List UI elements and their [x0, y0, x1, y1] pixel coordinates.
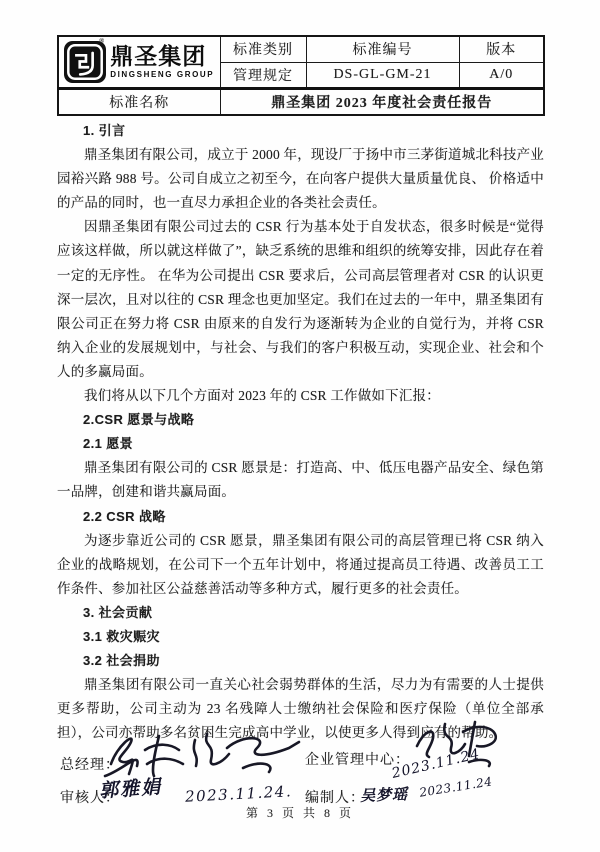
compiler-sign-date: 2023.11.24 — [418, 774, 494, 800]
company-logo — [58, 36, 220, 88]
paragraph-vision: 鼎圣集团有限公司的 CSR 愿景是：打造高、中、低压电器产品安全、绿色第一品牌，创建和谐共赢局面。 — [57, 460, 544, 500]
compiler-signature-name: 吴梦瑶 — [359, 785, 409, 805]
reviewer-label: 审核人： — [60, 791, 120, 806]
registered-trademark-symbol: ® — [99, 36, 106, 45]
standard-name-value: 鼎圣集团 2023 年度社会责任报告 — [220, 88, 544, 115]
management-center-label: 企业管理中心： — [305, 753, 410, 768]
header-table — [57, 35, 545, 116]
company-name-en: DINGSHENG GROUP — [110, 69, 215, 79]
section-heading-vision: 2.1 愿景 — [83, 436, 134, 452]
general-manager-label: 总经理： — [60, 758, 120, 773]
standard-name-label: 标准名称 — [58, 88, 220, 115]
version-label: 版本 — [459, 36, 544, 62]
version-value: A/0 — [459, 62, 544, 88]
document-body — [57, 119, 544, 745]
section-heading-csr-strategy: 2.2 CSR 战略 — [83, 508, 166, 524]
paragraph-company-intro: 鼎圣集团有限公司，成立于 2000 年，现设厂于扬中市三茅街道城北科技产业园裕兴路 988 号。公司自成立之初至今，在向客户提供大量质量优良、 价格适中的产品的同时，也一直尽力承担企业的各类社会责任。 — [57, 147, 544, 211]
dingsheng-logo-icon — [64, 41, 106, 83]
standard-category-value: 管理规定 — [220, 62, 306, 88]
paragraph-strategy: 为逐步靠近公司的 CSR 愿景，鼎圣集团有限公司的高层管理已将 CSR 纳入企业的战略规划，在公司下一个五年计划中，将通过提高员工待遇、改善员工工作条件、参加社区公益慈善活动等多种方式，履行更多的社会责任。 — [57, 532, 544, 596]
signature-block — [57, 712, 544, 807]
management-center-sign-date: 2023.11.24 — [390, 746, 482, 782]
section-heading-social-contribution: 3. 社会贡献 — [83, 604, 153, 620]
compiler-label: 编制人： — [305, 791, 365, 806]
paragraph-report-scope: 我们将从以下几个方面对 2023 年的 CSR 工作做如下汇报： — [84, 388, 440, 404]
section-heading-social-donation: 3.2 社会捐助 — [83, 653, 160, 669]
section-heading-disaster-relief: 3.1 救灾赈灾 — [83, 628, 160, 644]
company-name-cn: 鼎圣集团 — [110, 42, 207, 69]
standard-number-label: 标准编号 — [306, 36, 459, 62]
reviewer-signature-name: 郭雅娟 — [98, 775, 163, 803]
section-heading-introduction: 1. 引言 — [83, 123, 126, 138]
page-number-indicator: 第 3 页 共 8 页 — [245, 806, 354, 820]
standard-category-label: 标准类别 — [220, 36, 306, 62]
paragraph-csr-background: 因鼎圣集团有限公司过去的 CSR 行为基本处于自发状态，很多时候是“觉得应该这样做，所以就这样做了”，缺乏系统的思维和组织的统筹安排，因此存在着一定的无序性。 在华为公司提出 CSR 要求后，公司高层管理者对 CSR 的认识更深一层次，且对以往的 CSR 理念也更加坚定。我们在过去的一年中，鼎圣集团有限公司正在努力将 CSR 由原来的自发行为逐渐转为企业的自觉行为，并将 CSR 纳入企业的发展规划中，与社会、与我们的客户积极互动，实现企业、社会和个人的多赢局面。 — [57, 219, 544, 379]
standard-number-value: DS-GL-GM-21 — [306, 62, 459, 88]
reviewer-sign-date: 2023.11.24. — [184, 782, 293, 806]
paragraph-donation: 鼎圣集团有限公司一直关心社会弱势群体的生活，尽力为有需要的人士提供更多帮助，公司主动为 23 名残障人士缴纳社会保险和医疗保险（单位全部承担），公司亦帮助多名贫困生完成高中学业，以使更多人得到应有的帮助。 — [57, 677, 544, 741]
section-heading-csr-vision-strategy: 2.CSR 愿景与战略 — [83, 412, 195, 428]
